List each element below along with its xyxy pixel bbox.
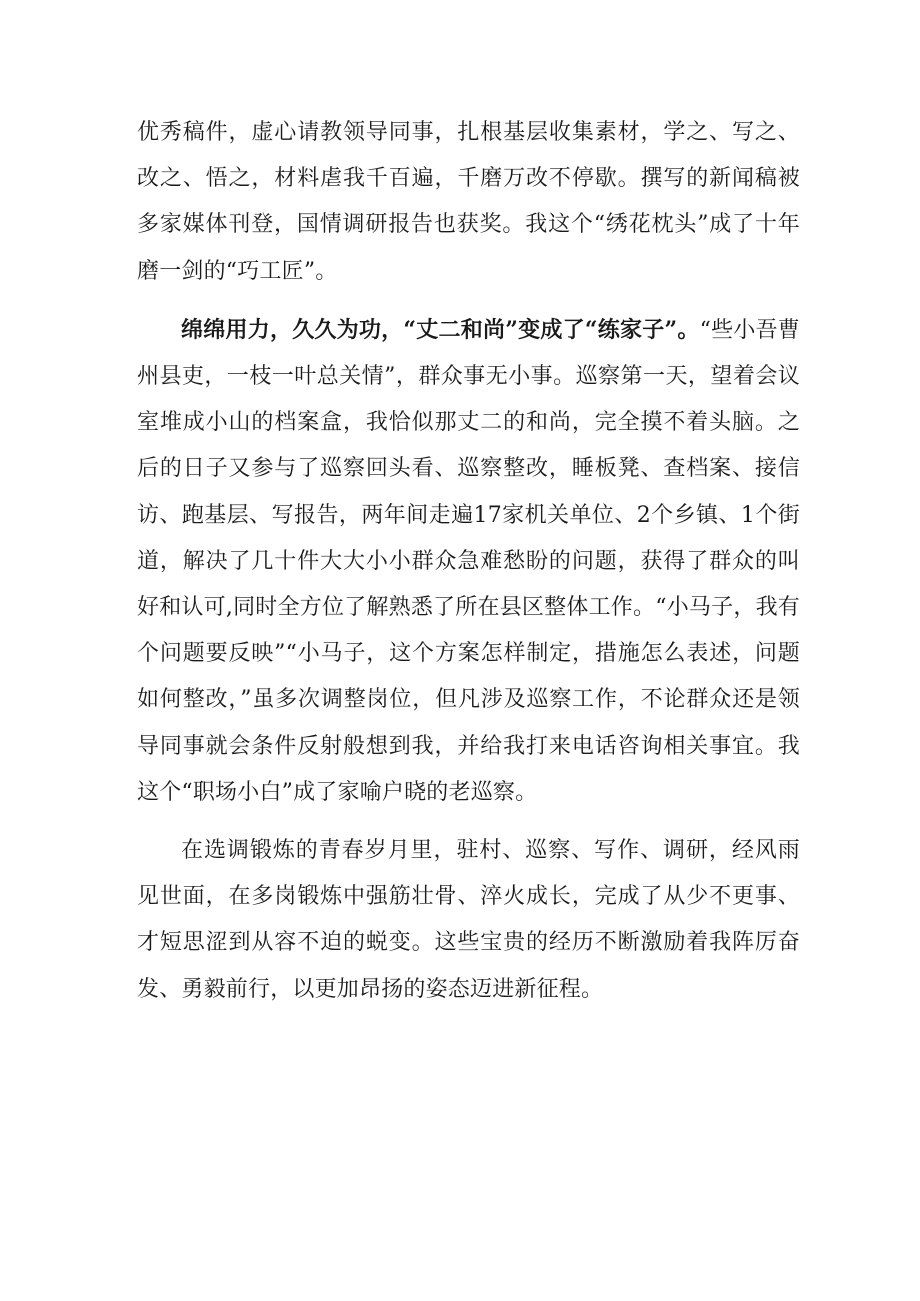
paragraph-text: 在选调锻炼的青春岁月里，驻村、巡察、写作、调研，经风雨见世面，在多岗锻炼中强筋壮骨、淬火成长，完成了从少不更事、才短思涩到从容不迫的蜕变。这些宝贵的经历不断激励着我阵厉奋发、勇毅前行，以更加昂扬的姿态迈进新征程。 (137, 838, 800, 1002)
paragraph-conclusion (137, 828, 800, 1013)
paragraph-section-heading (137, 307, 800, 816)
paragraph-continuation (137, 110, 800, 295)
paragraph-text: 优秀稿件，虚心请教领导同事，扎根基层收集素材，学之、写之、改之、悟之，材料虐我千百遍，千磨万改不停歇。撰写的新闻稿被多家媒体刊登，国情调研报告也获奖。我这个“绣花枕头”成了十年磨一剑的“巧工匠”。 (137, 120, 800, 284)
section-lead-sentence: 绵绵用力，久久为功，“丈二和尚”变成了“练家子”。 (181, 316, 700, 343)
paragraph-text: “些小吾曹州县吏，一枝一叶总关情”，群众事无小事。巡察第一天，望着会议室堆成小山的档案盒，我恰似那丈二的和尚，完全摸不着头脑。之后的日子又参与了巡察回头看、巡察整改，睡板凳、查档案、接信访、跑基层、写报告，两年间走遍17家机关单位、2个乡镇、1个街道，解决了几十件大大小小群众急难愁盼的问题，获得了群众的叫好和认可,同时全方位了解熟悉了所在县区整体工作。“小马子，我有个问题要反映”“小马子，这个方案怎样制定，措施怎么表述，问题如何整改，”虽多次调整岗位，但凡涉及巡察工作，不论群众还是领导同事就会条件反射般想到我，并给我打来电话咨询相关事宜。我这个“职场小白”成了家喻户晓的老巡察。 (137, 317, 800, 805)
